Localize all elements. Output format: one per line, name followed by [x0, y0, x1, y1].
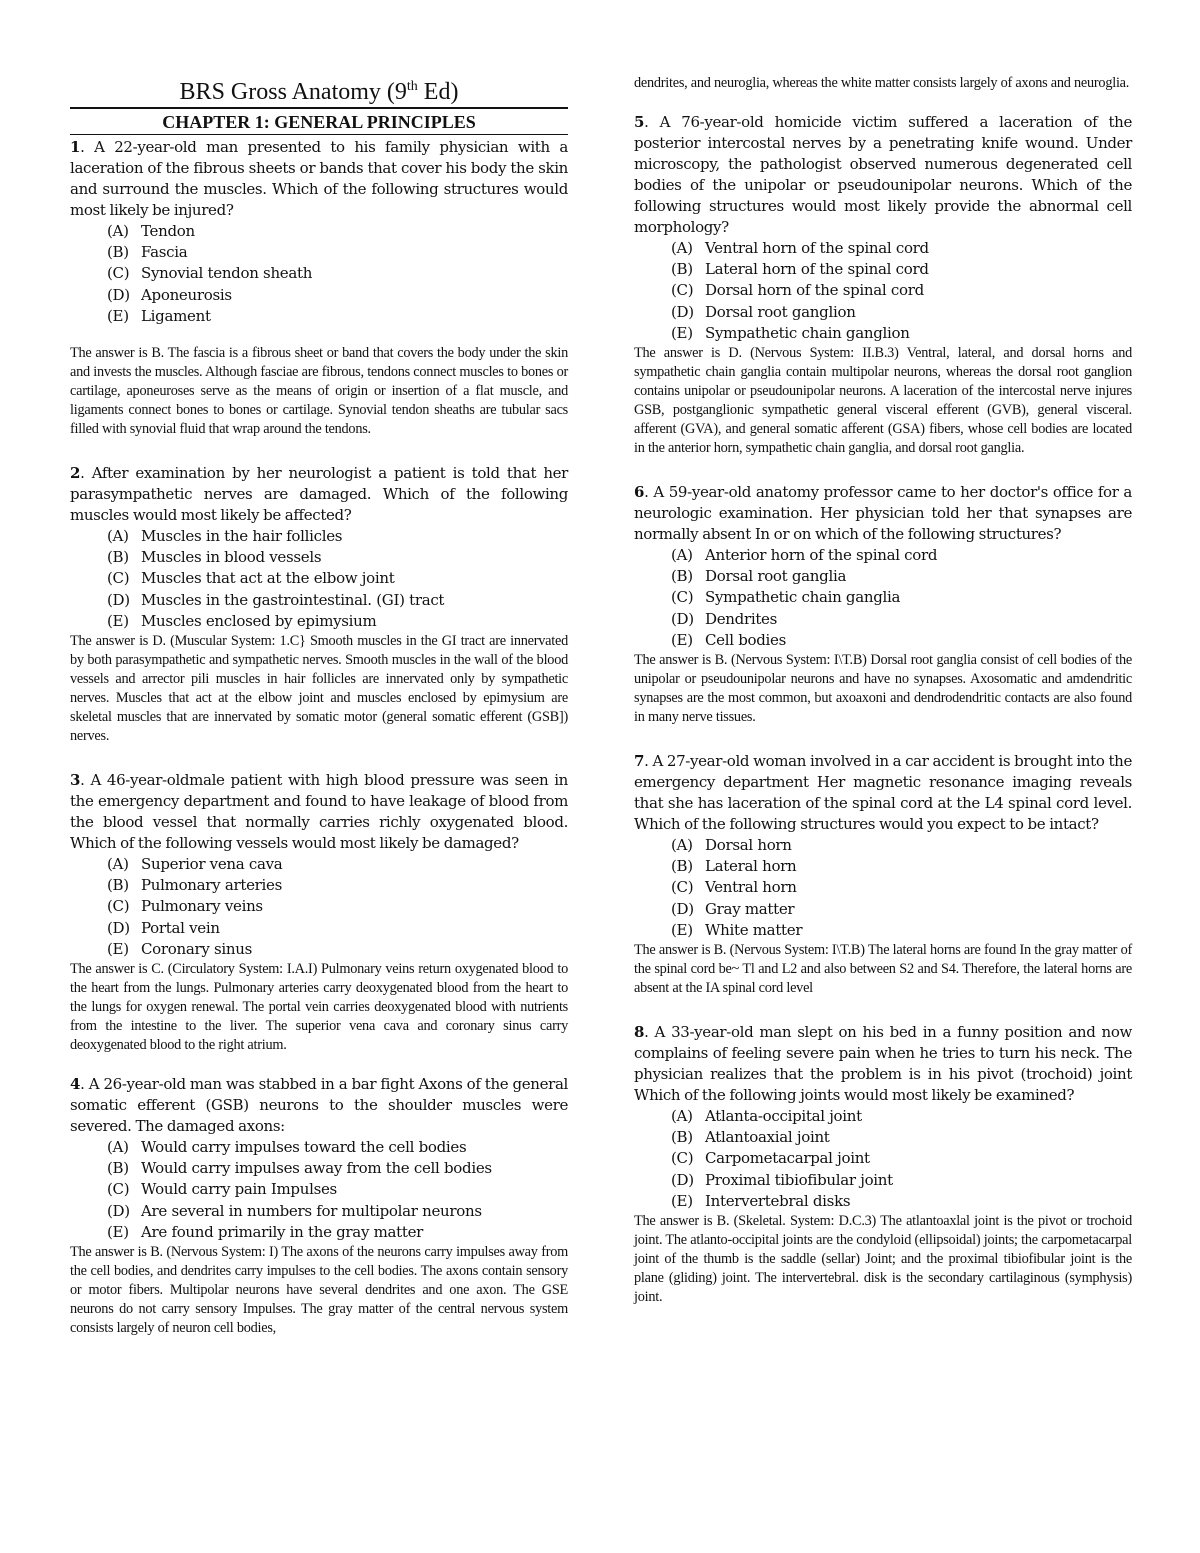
question-stem: 2. After examination by her neurologist a patient is told that her parasympathetic nerves are damaged. Which of the following muscles would most likely be affected? [70, 464, 568, 525]
option-item: (D) Proximal tibiofibular joint [671, 1170, 893, 1189]
question-stem: 7. A 27-year-old woman involved in a car accident is brought into the emergency department Her magnetic resonance imaging reveals that she has laceration of the spinal cord at the L4 spinal cord level. Which of the following structures would you expect to be intact? [634, 752, 1132, 834]
option-item: (D) Muscles in the gastrointestinal. (GI) tract [107, 590, 445, 609]
options-list [70, 526, 568, 632]
option-item: (C) Pulmonary veins [107, 897, 263, 916]
book-title: BRS Gross Anatomy (9th Ed) [179, 79, 459, 105]
option-item: (E) Are found primarily in the gray matter [107, 1222, 424, 1241]
answer-explanation: The answer is C. (Circulatory System: I.A.I) Pulmonary veins return oxygenated blood to the heart from the lungs. Pulmonary arteries carry deoxygenated blood from the heart to the lungs for oxygen renewal. The portal vein carries deoxygenated blood with nutrients from the intestine to the liver. The superior vena cava and coronary sinus carry deoxygenated blood to the right atrium. [70, 961, 568, 1054]
option-item: (B) Dorsal root ganglia [671, 567, 847, 586]
answer-explanation: The answer is B. The fascia is a fibrous sheet or band that covers the body under the skin and invests the muscles. Although fasciae are fibrous, tendons connect muscles to bones or cartilage, aponeuroses serve as the means of origin or insertion of a flat muscle, and ligaments connect bones to bones or cartilage. Synovial tendon sheaths are tubular sacs filled with synovial fluid that wrap around the tendons. [70, 345, 568, 438]
option-item: (C) Sympathetic chain ganglia [671, 588, 901, 607]
option-item: (B) Lateral horn [671, 857, 797, 876]
option-item: (D) Dorsal root ganglion [671, 302, 856, 321]
option-item: (B) Pulmonary arteries [107, 876, 282, 895]
option-item: (D) Are several in numbers for multipolar neurons [107, 1201, 482, 1220]
question-block [634, 751, 1132, 998]
option-item: (D) Gray matter [671, 899, 795, 918]
answer-explanation: The answer is B. (Nervous System: I) The axons of the neurons carry impulses away from the cell bodies, and dendrites carry impulses to the cell bodies. The axons contain sensory or motor fibers. Multipolar neurons have several dendrites and one axon. The GSE neurons do not carry sensory Impulses. The gray matter of the central nervous system consists largely of neuron cell bodies, [70, 1244, 568, 1337]
options-list [70, 1137, 568, 1243]
option-item: (C) Carpometacarpal joint [671, 1149, 870, 1168]
option-item: (E) Cell bodies [671, 630, 787, 649]
option-item: (B) Would carry impulses away from the cell bodies [107, 1159, 492, 1178]
question-stem: 8. A 33-year-old man slept on his bed in a funny position and now complains of feeling severe pain when he tries to turn his neck. The physician realizes that the problem is in his pivot (trochoid) joint Which of the following joints would most likely be examined? [634, 1023, 1132, 1105]
option-item: (A) Tendon [107, 222, 195, 240]
question-stem: 6. A 59-year-old anatomy professor came to her doctor's office for a neurologic examination. Her physician told her that synapses are normally absent In or on which of the following structures? [634, 483, 1132, 544]
left-column [70, 70, 568, 1338]
option-item: (D) Aponeurosis [107, 285, 232, 304]
option-item: (C) Synovial tendon sheath [107, 264, 313, 283]
options-list [70, 854, 568, 960]
options-list [634, 835, 1132, 941]
options-list [634, 545, 1132, 651]
option-item: (C) Dorsal horn of the spinal cord [671, 281, 924, 300]
right-column [634, 74, 1132, 1307]
answer-explanation: The answer is B. (Nervous System: I\T.B) Dorsal root ganglia consist of cell bodies of the unipolar or pseudounipolar neurons and have no synapses. Axosomatic and amdendritic synapses are the most common, but axoaxoni and dendrodendritic contacts are also found in many nerve tissues. [634, 652, 1132, 726]
option-item: (A) Would carry impulses toward the cell bodies [107, 1138, 467, 1157]
question-block [634, 1022, 1132, 1307]
answer-explanation: The answer is D. (Nervous System: II.B.3) Ventral, lateral, and dorsal horns and sympathetic chain ganglia contain multipolar neurons, whereas the dorsal root ganglion contains unipolar or pseudounipolar neurons. A laceration of the intercostal nerve injures GSB, postganglionic sympathetic general visceral efferent (GVB), general visceral. afferent (GVA), and general somatic afferent (GSA) fibers, whose cell bodies are located in the anterior horn, sympathetic chain ganglia, and dorsal root ganglia. [634, 345, 1132, 457]
question-block [634, 112, 1132, 458]
option-item: (B) Fascia [107, 243, 188, 262]
answer-explanation-continued: dendrites, and neuroglia, whereas the white matter consists largely of axons and neuroglia. [634, 75, 1130, 91]
option-item: (C) Muscles that act at the elbow joint [107, 569, 395, 588]
options-list [70, 221, 568, 327]
option-item: (E) White matter [671, 920, 803, 939]
option-item: (D) Portal vein [107, 918, 220, 937]
option-item: (A) Muscles in the hair follicles [107, 527, 343, 546]
option-item: (E) Sympathetic chain ganglion [671, 323, 910, 342]
answer-explanation: The answer is B. (Skeletal. System: D.C.3) The atlantoaxlal joint is the pivot or trochoid joint. The atlanto-occipital joints are the condyloid (ellipsoidal) joints; the carpometacarpal joint of the thumb is the saddle (sellar) Joint; and the proximal tibiofibular joint is the plane (gliding) joint. The intervertebral. disk is the secondary cartilaginous (symphysis) joint. [634, 1213, 1132, 1306]
question-stem: 1. A 22-year-old man presented to his family physician with a laceration of the fibrous sheets or bands that cover his body the skin and surround the muscles. Which of the following structures would most likely be injured? [70, 138, 568, 219]
option-item: (B) Lateral horn of the spinal cord [671, 260, 929, 279]
question-stem: 5. A 76-year-old homicide victim suffered a laceration of the posterior intercostal nerves by a penetrating knife wound. Under microscopy, the pathologist observed numerous degenerated cell bodies of the unipolar or pseudounipolar neurons. Which of the following structures would most likely provide the abnormal cell morphology? [634, 113, 1132, 236]
option-item: (E) Ligament [107, 306, 211, 325]
chapter-heading: CHAPTER 1: GENERAL PRINCIPLES [162, 112, 476, 132]
option-item: (A) Ventral horn of the spinal cord [671, 239, 929, 257]
option-item: (B) Muscles in blood vessels [107, 548, 322, 567]
answer-explanation: The answer is D. (Muscular System: 1.C} Smooth muscles in the GI tract are innervated by both parasympathetic and sympathetic nerves. Smooth muscles in the wall of the blood vessels and arrector pili muscles in hair follicles are innervated only by sympathetic nerves. Muscles that act at the elbow joint and muscles enclosed by epimysium are skeletal muscles that are innervated by somatic motor (general somatic efferent (GSB]) nerves. [70, 633, 568, 745]
option-item: (A) Superior vena cava [107, 855, 283, 874]
question-block [70, 770, 568, 1055]
option-item: (E) Muscles enclosed by epimysium [107, 611, 377, 630]
option-item: (A) Dorsal horn [671, 836, 792, 855]
question-stem: 3. A 46-year-oldmale patient with high blood pressure was seen in the emergency department and found to have leakage of blood from the blood vessel that normally carries richly oxygenated blood. Which of the following vessels would most likely be damaged? [70, 771, 568, 853]
option-item: (D) Dendrites [671, 609, 778, 628]
question-block [70, 1074, 568, 1338]
chapter-rule [70, 134, 568, 135]
option-item: (B) Atlantoaxial joint [671, 1128, 830, 1147]
question-stem: 4. A 26-year-old man was stabbed in a bar fight Axons of the general somatic efferent (GSB) neurons to the shoulder muscles were severed. The damaged axons: [70, 1075, 568, 1136]
option-item: (C) Would carry pain Impulses [107, 1180, 337, 1199]
question-block [70, 463, 568, 746]
option-item: (A) Anterior horn of the spinal cord [671, 546, 938, 565]
question-block [634, 482, 1132, 727]
answer-explanation: The answer is B. (Nervous System: I\T.B) The lateral horns are found In the gray matter of the spinal cord be~ Tl and L2 and also between S2 and S4. Therefore, the lateral horns are absent at the IA spinal cord level [634, 942, 1132, 997]
option-item: (C) Ventral horn [671, 878, 797, 897]
question-block [70, 137, 568, 439]
option-item: (E) Coronary sinus [107, 939, 253, 958]
options-list [634, 1106, 1132, 1212]
option-item: (E) Intervertebral disks [671, 1191, 851, 1210]
options-list [634, 238, 1132, 344]
option-item: (A) Atlanta-occipital joint [671, 1107, 862, 1126]
